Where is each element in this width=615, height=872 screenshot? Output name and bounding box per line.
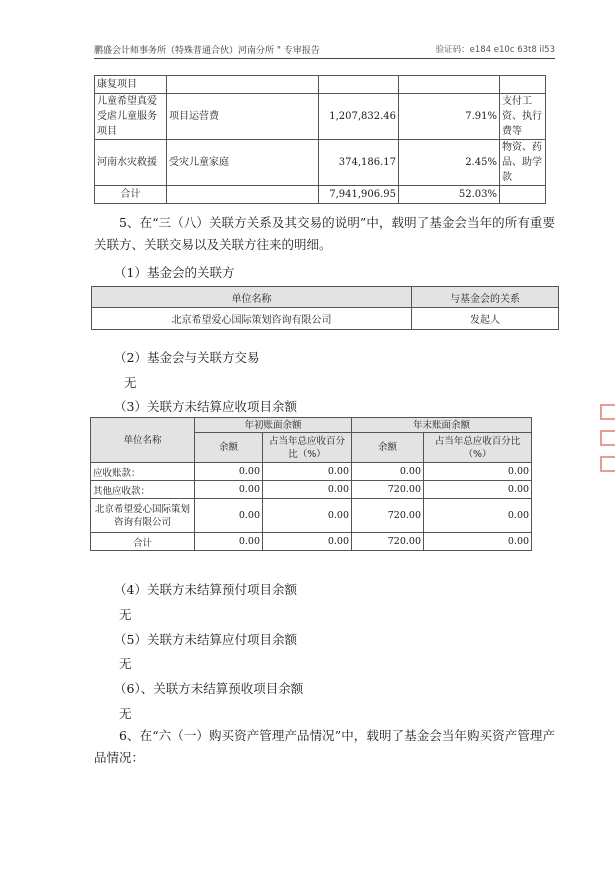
table-row [95,94,546,140]
cell: 720.00 [352,533,424,551]
cell: 发起人 [412,308,559,330]
table-row [92,308,559,330]
table-header-row [91,418,532,433]
cell: 北京希望爱心国际策划咨询有限公司 [92,308,412,330]
page-header [94,43,555,57]
column-header: 年末账面余额 [352,418,532,433]
seal-edge-mark [600,430,615,446]
cell: 7.91% [399,94,500,140]
cell [500,186,546,204]
column-header: 余额 [195,433,263,463]
column-header: 占当年总应收百分比（%） [424,433,532,463]
subheading-1: （1）基金会的关联方 [114,265,235,280]
cell: 0.00 [195,533,263,551]
cell: 康复项目 [95,76,167,94]
table-row [91,463,532,481]
column-header: 余额 [352,433,424,463]
column-header: 与基金会的关系 [412,287,559,308]
cell: 合计 [91,533,195,551]
cell: 0.00 [352,463,424,481]
cell: 其他应收款： [91,481,195,499]
column-header: 年初账面余额 [195,418,352,433]
column-header: 单位名称 [91,418,195,463]
cell: 应收账款： [91,463,195,481]
table-row [91,499,532,533]
header-firm: 鹏盛会计师事务所（特殊普通合伙）河南分所 " 专审报告 [94,46,320,56]
none-text-4: 无 [119,607,132,622]
cell: 1,207,832.46 [319,94,399,140]
cell: 项目运营费 [167,94,319,140]
cell [167,186,319,204]
cell: 720.00 [352,481,424,499]
cell: 合计 [95,186,167,204]
cell: 0.00 [195,499,263,533]
cell: 河南水灾救援 [95,140,167,186]
subheading-5: （5）关联方未结算应付项目余额 [114,632,297,647]
cell: 0.00 [424,533,532,551]
cell: 儿童希望真爱受虐儿童服务项目 [95,94,167,140]
cell: 物资、药品、助学款 [500,140,546,186]
table-header-row [92,287,559,308]
cell [399,76,500,94]
none-text-5: 无 [119,656,132,671]
paragraph-6: 6、在“六（一）购买资产管理产品情况”中，载明了基金会当年购买资产管理产品情况： [94,728,555,765]
subheading-3: （3）关联方未结算应收项目余额 [114,399,297,414]
cell: 北京希望爱心国际策划咨询有限公司 [91,499,195,533]
receivable-balance-table [90,417,532,551]
column-header: 占当年总应收百分比（%） [263,433,352,463]
subheading-4: （4）关联方未结算预付项目余额 [114,582,297,597]
seal-edge-mark [600,456,615,472]
cell: 0.00 [263,463,352,481]
cell: 0.00 [424,463,532,481]
subheading-6: （6）、关联方未结算预收项目余额 [114,681,304,696]
cell: 52.03% [399,186,500,204]
cell: 0.00 [263,499,352,533]
subheading-2: （2）基金会与关联方交易 [114,350,260,365]
cell: 0.00 [424,499,532,533]
cell: 受灾儿童家庭 [167,140,319,186]
table-row [95,140,546,186]
table-row [95,76,546,94]
expense-table [94,75,546,204]
none-text-6: 无 [119,706,132,721]
header-rule [94,58,555,59]
none-text-2: 无 [124,375,137,390]
related-party-table [91,286,559,330]
table-row [95,186,546,204]
column-header: 单位名称 [92,287,412,308]
cell: 0.00 [195,481,263,499]
cell: 0.00 [424,481,532,499]
paragraph-5: 5、在“三（八）关联方关系及其交易的说明”中，载明了基金会当年的所有重要关联方、关联交易以及关联方往来的明细。 [94,215,555,252]
cell: 7,941,906.95 [319,186,399,204]
cell: 0.00 [263,481,352,499]
cell: 支付工资、执行费等 [500,94,546,140]
cell [167,76,319,94]
table-row [91,533,532,551]
seal-edge-mark [600,404,615,420]
cell: 374,186.17 [319,140,399,186]
cell: 2.45% [399,140,500,186]
cell: 720.00 [352,499,424,533]
table-row [91,481,532,499]
cell: 0.00 [195,463,263,481]
cell [319,76,399,94]
cell: 0.00 [263,533,352,551]
header-verification-code: 验证码：e184 e10c 63t8 il53 [435,45,555,55]
cell [500,76,546,94]
